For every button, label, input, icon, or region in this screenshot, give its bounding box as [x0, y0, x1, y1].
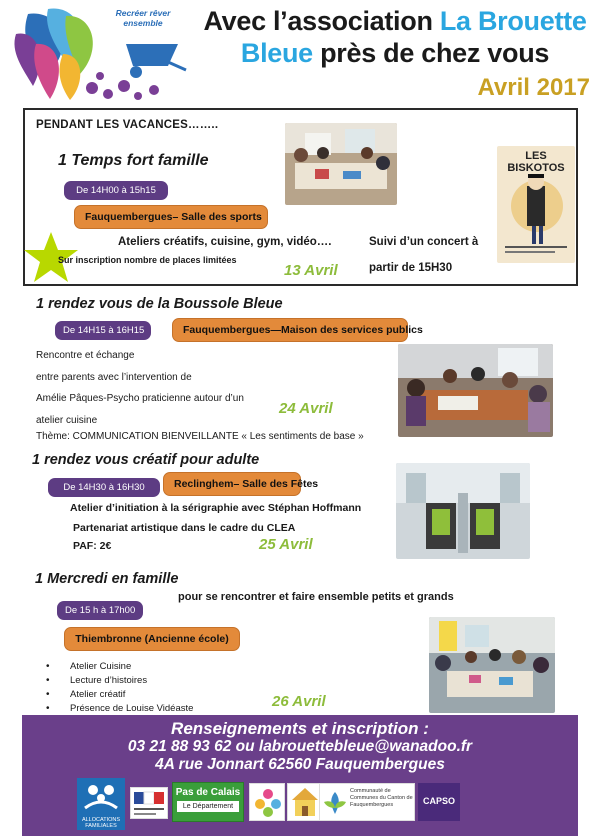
list-item: • Atelier créatif [40, 688, 193, 702]
boussole-photo [398, 344, 553, 437]
creatif-paf: PAF: 2€ [73, 540, 112, 552]
footer-contact[interactable]: 03 21 88 93 62 ou labrouettebleue@wanadoo.fr [127, 738, 473, 755]
pas-de-calais-logo [172, 782, 244, 822]
workshop-photo [285, 123, 397, 205]
creatif-time: De 14H30 à 16H30 [48, 478, 160, 497]
partner-logo-colorful [249, 783, 285, 821]
serigraphie-photo [396, 463, 530, 559]
boussole-date: 24 Avril [279, 400, 333, 417]
workshop-photo-image [285, 123, 397, 205]
month-label: Avril 2017 [477, 74, 590, 101]
mercredi-subtitle: pour se rencontrer et faire ensemble petits et grands [178, 591, 454, 603]
boussole-text [36, 345, 244, 431]
concert-line-1: Suivi d’un concert à [369, 236, 479, 248]
boussole-place: Fauquembergues—Maison des services publics [172, 318, 408, 342]
caf-family-icon [77, 778, 125, 812]
boussole-line: Amélie Pâques-Psycho praticienne autour d’un [36, 393, 244, 404]
vacances-heading: 1 Temps fort famille [58, 152, 209, 169]
vacances-label: PENDANT LES VACANCES…….. [36, 119, 219, 131]
creatif-place: Reclinghem– Salle des Fêtes [163, 472, 301, 496]
vacances-activities: Ateliers créatifs, cuisine, gym, vidéo…. [118, 236, 332, 248]
creatif-line-2: Partenariat artistique dans le cadre du CLEA [73, 522, 296, 534]
concert-line-2: partir de 15H30 [369, 262, 453, 274]
capso-logo [418, 783, 460, 821]
caf-text: ALLOCATIONS FAMILIALES [81, 817, 121, 829]
mercredi-photo-image [429, 617, 555, 713]
list-item: • Atelier Cuisine [40, 660, 193, 674]
boussole-theme: Thème: COMMUNICATION BIENVEILLANTE « Les sentiments de base » [36, 431, 364, 442]
creatif-date: 25 Avril [259, 536, 313, 553]
logo-text: Recréer rêver ensemble [115, 8, 171, 28]
partner-logo-house [287, 783, 321, 821]
mercredi-activities-list [40, 660, 193, 716]
page-title-line1 [195, 6, 595, 37]
serigraphie-photo-image [396, 463, 530, 559]
boussole-photo-image [398, 344, 553, 437]
communaute-text: Communauté de Communes du Canton de Fauquembergues [350, 788, 413, 808]
house-icon [288, 784, 322, 822]
mercredi-place: Thiembronne (Ancienne école) [64, 627, 240, 651]
concert-poster [497, 146, 575, 263]
title-black-part: Avec l’association [203, 6, 433, 36]
communaute-logo [319, 783, 415, 821]
boussole-heading: 1 rendez vous de la Boussole Bleue [36, 296, 283, 312]
creatif-line-1: Atelier d’initiation à la sérigraphie avec Stéphan Hoffmann [70, 502, 362, 514]
poster-title: LES BISKOTOS [507, 150, 565, 174]
boussole-line: entre parents avec l’intervention de [36, 371, 192, 383]
caf-logo [77, 778, 125, 830]
footer-title: Renseignements et inscription : [171, 719, 429, 738]
mercredi-time: De 15 h à 17h00 [57, 601, 143, 620]
fleur-icon [322, 790, 348, 816]
boussole-line: Rencontre et échange [36, 350, 135, 361]
creatif-heading: 1 rendez vous créatif pour adulte [32, 452, 260, 468]
association-logo [8, 4, 198, 104]
vacances-time: De 14H00 à 15h15 [64, 181, 168, 200]
mercredi-heading: 1 Mercredi en famille [35, 571, 179, 587]
title-black-part-2: près de chez vous [320, 38, 550, 68]
page-title-line2 [195, 38, 595, 69]
marianne-icon [131, 788, 169, 820]
mercredi-photo [429, 617, 555, 713]
flower-icon [250, 784, 286, 822]
boussole-line: atelier cuisine [36, 414, 98, 426]
boussole-time: De 14H15 à 16H15 [55, 321, 151, 340]
vacances-place: Fauquembergues– Salle des sports [74, 205, 268, 229]
title-blue-part: La Brouette [439, 6, 587, 36]
footer-address: 4A rue Jonnart 62560 Fauquembergues [155, 756, 445, 773]
vacances-date: 13 Avril [284, 262, 338, 279]
mercredi-date: 26 Avril [272, 693, 326, 710]
title-blue-part-2: Bleue [240, 38, 313, 68]
capso-text: CAPSO [422, 796, 455, 806]
inscription-note: Sur inscription nombre de places limitées [58, 255, 237, 265]
pdc-bottom-text: Le Département [177, 801, 239, 812]
list-item: • Présence de Louise Vidéaste [40, 702, 193, 716]
pdc-top-text: Pas de Calais [175, 787, 241, 798]
list-item: • Lecture d’histoires [40, 674, 193, 688]
government-logo [130, 787, 168, 819]
